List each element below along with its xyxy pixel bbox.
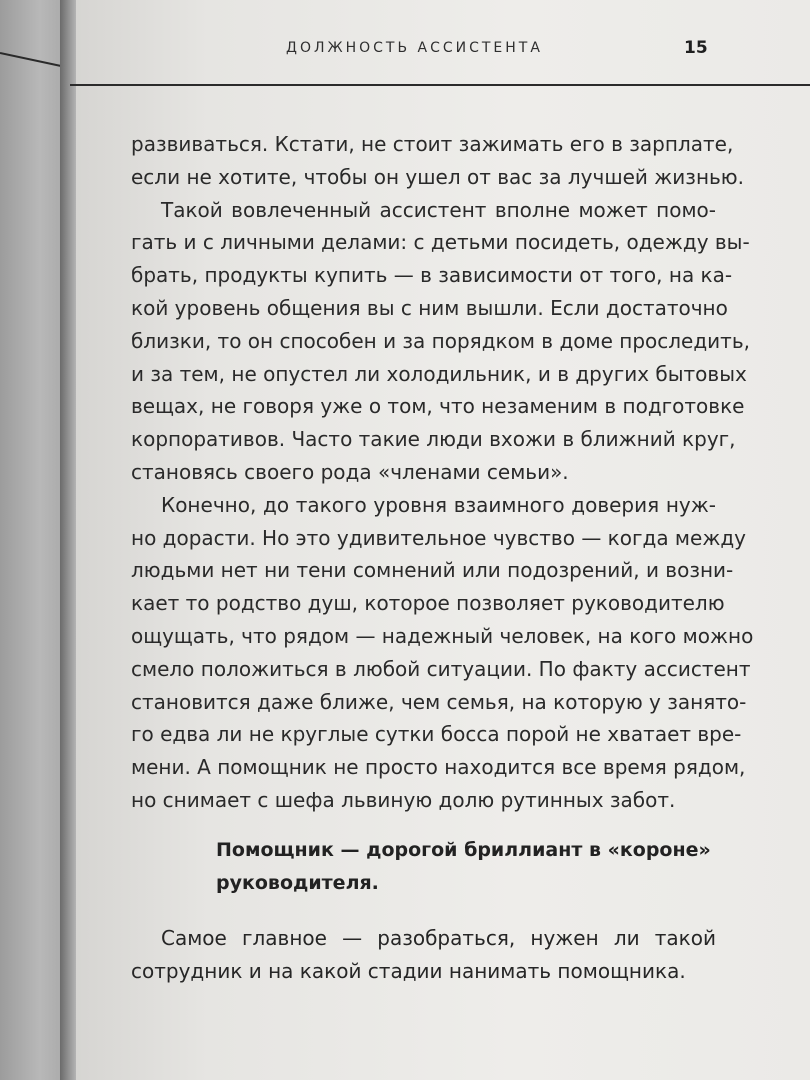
text-line: сотрудник и на какой стадии нанимать помощника. [131, 959, 686, 983]
text-line: вещах, не говоря уже о том, что незаменим в подготовке [131, 394, 745, 419]
callout-line: Помощник — дорогой бриллиант в «короне» [216, 839, 711, 861]
text-line: и за тем, не опустел ли холодильник, и в других бытовых [131, 361, 747, 386]
book-page [76, 0, 810, 1080]
callout-quote [216, 834, 711, 900]
text-line: если не хотите, чтобы он ушел от вас за лучшей жизнью. [131, 164, 744, 189]
page-number: 15 [684, 38, 708, 58]
chapter-title: ДОЛЖНОСТЬ АССИСТЕНТА [286, 40, 543, 56]
header-rule [70, 84, 810, 86]
text-line: становится даже ближе, чем семья, на которую у занято- [131, 689, 747, 714]
text-line: брать, продукты купить — в зависимости от того, на ка- [131, 263, 733, 288]
text-line: Такой вовлеченный ассистент вполне может помо- [161, 197, 716, 222]
text-line: близки, то он способен и за порядком в доме проследить, [131, 328, 750, 353]
running-head [76, 36, 810, 66]
previous-page-rule [0, 52, 65, 68]
body-text [131, 128, 754, 817]
text-line: смело положиться в любой ситуации. По факту ассистент [131, 656, 751, 681]
text-line: го едва ли не круглые сутки босса порой не хватает вре- [131, 722, 742, 747]
text-line: ощущать, что рядом — надежный человек, на кого можно [131, 623, 754, 648]
text-line: гать и с личными делами: с детьми посидеть, одежду вы- [131, 230, 750, 255]
text-line: Самое главное — разобраться, нужен ли такой [161, 926, 716, 950]
text-line: но снимает с шефа львиную долю рутинных забот. [131, 787, 676, 812]
text-line: становясь своего рода «членами семьи». [131, 459, 569, 484]
text-line: кает то родство душ, которое позволяет руководителю [131, 591, 725, 616]
closing-paragraph [131, 922, 716, 988]
text-line: развиваться. Кстати, не стоит зажимать его в зарплате, [131, 132, 734, 156]
text-line: корпоративов. Часто такие люди вхожи в ближний круг, [131, 427, 736, 452]
text-line: мени. А помощник не просто находится все время рядом, [131, 755, 746, 780]
text-line: людьми нет ни тени сомнений или подозрений, и возни- [131, 558, 734, 583]
callout-line: руководителя. [216, 872, 379, 894]
text-line: но дорасти. Но это удивительное чувство — когда между [131, 525, 747, 550]
text-line: Конечно, до такого уровня взаимного доверия нуж- [161, 492, 716, 517]
text-line: кой уровень общения вы с ним вышли. Если достаточно [131, 295, 728, 320]
